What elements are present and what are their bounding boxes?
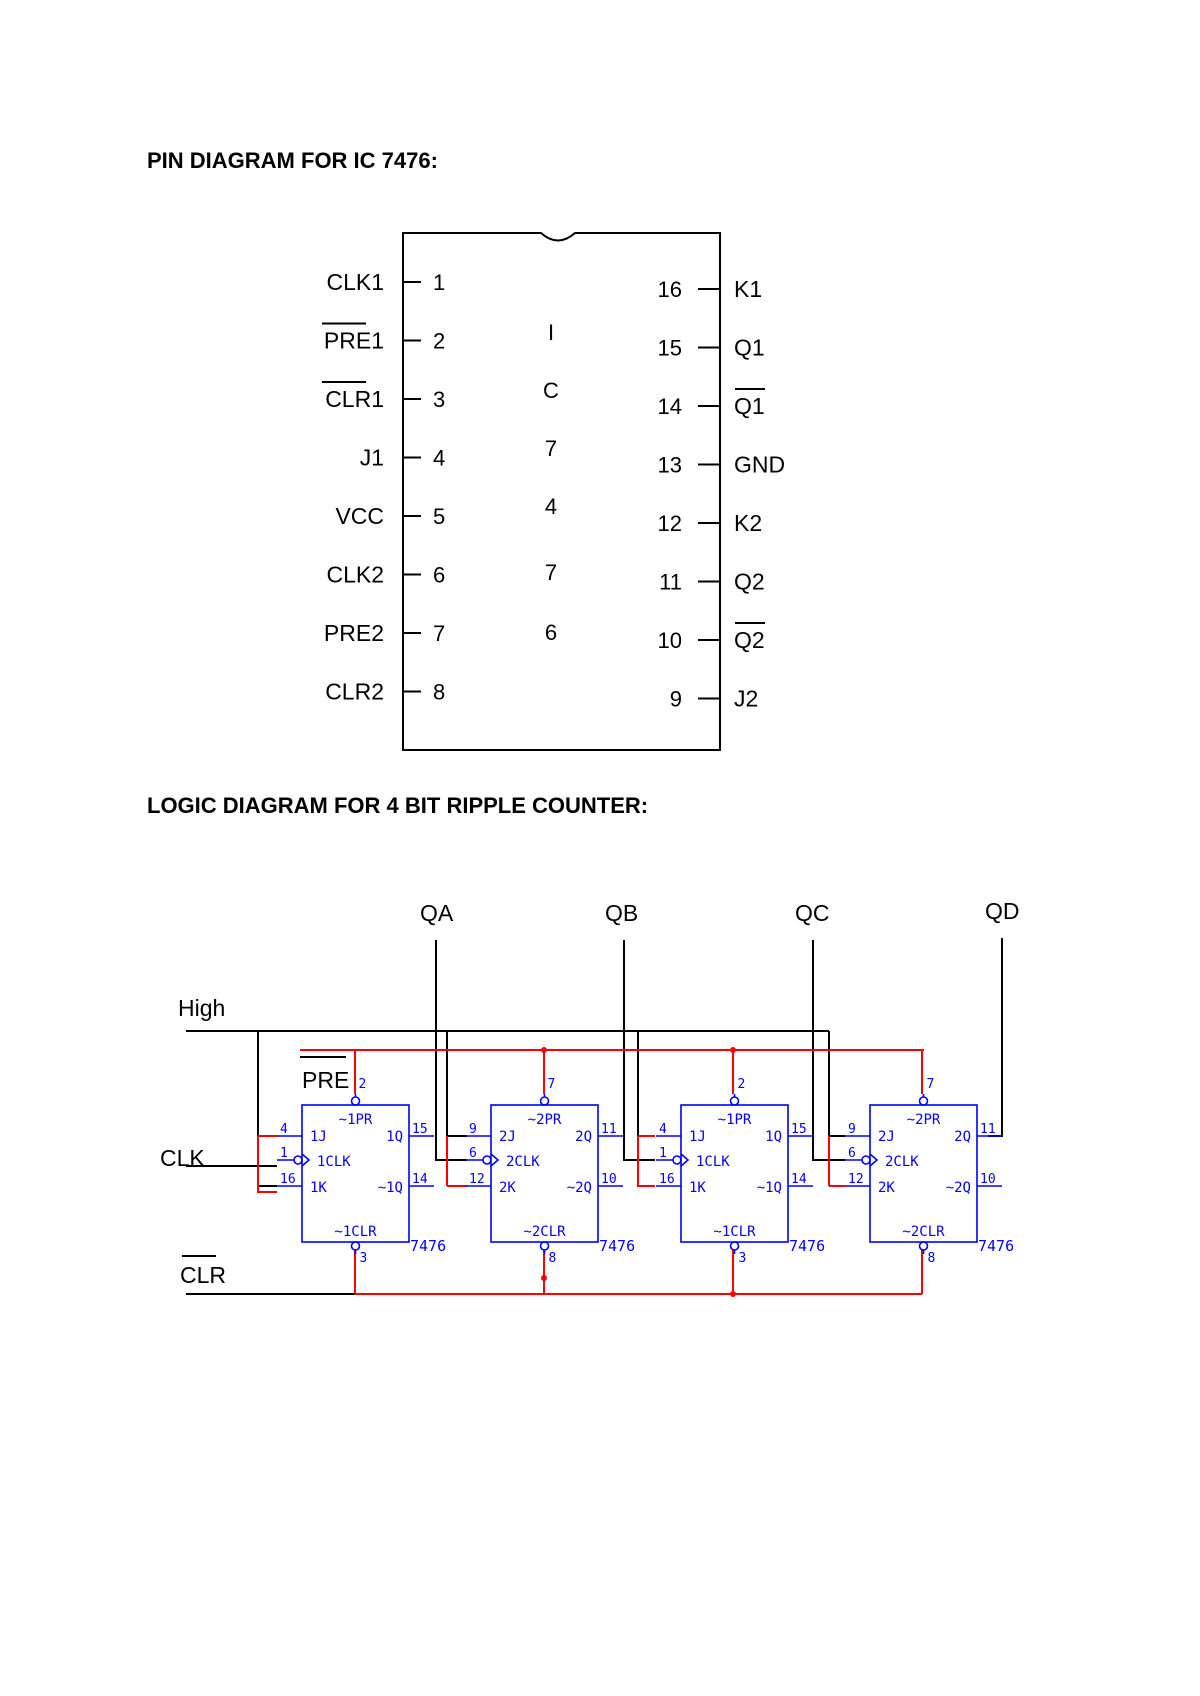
left-pin-name: CLK1 — [326, 269, 384, 295]
ff-label-q: 2Q — [954, 1129, 971, 1145]
clock-bubble — [862, 1156, 870, 1164]
pin-number-qn: 14 — [791, 1172, 807, 1187]
chip-label-char: 7 — [544, 560, 558, 585]
ff-label-qn: ~1Q — [377, 1180, 403, 1196]
clock-bubble — [294, 1156, 302, 1164]
output-label-qa: QA — [420, 900, 454, 926]
pin-number-pr: 7 — [926, 1077, 935, 1092]
clock-edge-icon — [491, 1154, 498, 1166]
jk-flipflop — [656, 1077, 825, 1266]
pre-bus — [300, 1047, 924, 1094]
ff-label-k: 2K — [878, 1180, 895, 1196]
ff-label-clr: ~2CLR — [523, 1224, 566, 1240]
pin-number-qn: 10 — [980, 1172, 996, 1187]
right-pin-name: GND — [734, 451, 786, 478]
clock-edge-icon — [681, 1154, 688, 1166]
preset-bubble — [731, 1097, 739, 1105]
left-pin-number: 5 — [433, 504, 446, 529]
right-pin-number: 16 — [657, 277, 682, 302]
pin-number-qn: 10 — [601, 1172, 617, 1187]
jk-flipflop — [845, 1077, 1014, 1266]
left-pin-number: 3 — [433, 387, 446, 412]
pin-number-q: 11 — [980, 1122, 996, 1137]
pin-number-pr: 7 — [547, 1077, 556, 1092]
ff-label-clk: 2CLK — [885, 1154, 919, 1170]
right-pin-name: K2 — [734, 510, 763, 536]
output-label-qb: QB — [605, 900, 639, 926]
left-pin-name: PRE1 — [323, 327, 384, 354]
clock-bubble — [483, 1156, 491, 1164]
pin-number-clr: 3 — [359, 1251, 368, 1266]
right-pin-number: 15 — [657, 335, 682, 361]
pin-number-q: 15 — [412, 1122, 428, 1137]
input-label-clr: CLR — [180, 1262, 227, 1288]
ff-label-k: 1K — [689, 1180, 706, 1196]
clear-bubble — [920, 1242, 928, 1250]
ff-label-q: 2Q — [575, 1129, 592, 1145]
right-pin-number: 10 — [657, 628, 682, 653]
ff-label-j: 1J — [310, 1129, 327, 1145]
pin-number-clr: 8 — [548, 1251, 557, 1266]
left-pin-name: CLR1 — [325, 386, 384, 412]
right-pin-name: Q2 — [734, 568, 765, 595]
pre-junction — [541, 1047, 547, 1053]
ff-label-clr: ~1CLR — [334, 1224, 377, 1240]
right-pin-name: Q2 — [734, 627, 765, 653]
output-label-qd: QD — [985, 898, 1020, 924]
pin-number-k: 12 — [848, 1172, 864, 1187]
input-label-clk: CLK — [160, 1145, 205, 1171]
jk-flipflop — [466, 1077, 635, 1266]
right-pin-number: 11 — [659, 569, 682, 595]
pin-number-q: 15 — [791, 1122, 807, 1137]
ff-label-clr: ~1CLR — [713, 1224, 756, 1240]
ff-label-j: 2J — [499, 1129, 516, 1145]
right-pin-number: 12 — [657, 511, 682, 536]
pin-number-j: 9 — [848, 1122, 856, 1137]
chip-label-char: 4 — [544, 494, 558, 519]
ff-label-pr: ~1PR — [338, 1112, 373, 1128]
ff-label-qn: ~1Q — [756, 1180, 782, 1196]
right-pin-name: Q1 — [734, 334, 765, 361]
left-pin-number: 6 — [433, 562, 446, 588]
ff-label-k: 1K — [310, 1180, 327, 1196]
right-pin-number: 9 — [669, 686, 682, 712]
left-pin-number: 4 — [433, 445, 446, 471]
pin-number-q: 11 — [601, 1122, 617, 1137]
left-pin-name: PRE2 — [323, 620, 384, 646]
preset-bubble — [352, 1097, 360, 1105]
left-pin-name: CLR2 — [325, 678, 384, 705]
pin-number-clr: 3 — [738, 1251, 747, 1266]
preset-bubble — [920, 1097, 928, 1105]
ff-label-k: 2K — [499, 1180, 516, 1196]
chip-label-char: C — [543, 378, 559, 403]
clear-bubble — [541, 1242, 549, 1250]
ff-label-q: 1Q — [765, 1129, 782, 1145]
pre-junction — [730, 1047, 736, 1053]
pin-number-pr: 2 — [737, 1077, 746, 1092]
right-pin-name: J2 — [734, 685, 759, 712]
clock-edge-icon — [870, 1154, 877, 1166]
ff-part-number: 7476 — [410, 1237, 447, 1255]
pin-number-j: 9 — [469, 1122, 477, 1137]
clr-junction — [730, 1291, 736, 1297]
ff-label-qn: ~2Q — [566, 1180, 592, 1196]
flipflop-group — [277, 1077, 1014, 1266]
left-pin-number: 2 — [433, 328, 446, 354]
clock-bubble — [673, 1156, 681, 1164]
left-pin-name: J1 — [359, 444, 384, 471]
preset-bubble — [541, 1097, 549, 1105]
left-pin-name: VCC — [335, 503, 384, 529]
left-pin-number: 1 — [433, 270, 446, 295]
pin-number-qn: 14 — [412, 1172, 428, 1187]
clear-bubble — [731, 1242, 739, 1250]
left-pin-number: 8 — [433, 679, 446, 705]
ff-part-number: 7476 — [599, 1237, 636, 1255]
logic-diagram-heading: LOGIC DIAGRAM FOR 4 BIT RIPPLE COUNTER: — [147, 793, 649, 818]
ff-part-number: 7476 — [789, 1237, 826, 1255]
output-label-qc: QC — [795, 900, 830, 926]
pin-number-k: 12 — [469, 1172, 485, 1187]
left-pin-name: CLK2 — [326, 561, 384, 588]
pin-number-j: 4 — [659, 1122, 667, 1137]
ff-label-pr: ~2PR — [906, 1112, 941, 1128]
right-pin-name: K1 — [734, 276, 763, 302]
chip-label-char: I — [547, 320, 555, 345]
clear-bubble — [352, 1242, 360, 1250]
ff-label-pr: ~1PR — [717, 1112, 752, 1128]
right-pin-number: 14 — [657, 394, 682, 419]
right-pin-number: 13 — [657, 452, 682, 478]
left-pin-number: 7 — [433, 621, 446, 646]
jk-flipflop — [277, 1077, 446, 1266]
pin-number-k: 16 — [280, 1172, 296, 1187]
clock-edge-icon — [302, 1154, 309, 1166]
ff-part-number: 7476 — [978, 1237, 1015, 1255]
pin-number-clk: 1 — [659, 1146, 667, 1161]
pin-number-clk: 6 — [469, 1146, 477, 1161]
pin-number-clk: 1 — [280, 1146, 288, 1161]
ff-label-clk: 2CLK — [506, 1154, 540, 1170]
pin-number-clr: 8 — [927, 1251, 936, 1266]
right-pin-name: Q1 — [734, 393, 765, 419]
pin-number-k: 16 — [659, 1172, 675, 1187]
pin-number-j: 4 — [280, 1122, 288, 1137]
pin-diagram-heading: PIN DIAGRAM FOR IC 7476: — [147, 148, 438, 173]
ff-label-clk: 1CLK — [317, 1154, 351, 1170]
pin-number-clk: 6 — [848, 1146, 856, 1161]
ff-label-j: 1J — [689, 1129, 706, 1145]
input-label-pre: PRE — [302, 1067, 350, 1093]
ff-label-j: 2J — [878, 1129, 895, 1145]
ff-label-q: 1Q — [386, 1129, 403, 1145]
chip-label-char: 7 — [544, 436, 558, 461]
clr-junction — [541, 1275, 547, 1281]
ff-label-qn: ~2Q — [945, 1180, 971, 1196]
chip-label-char: 6 — [544, 620, 558, 645]
ff-label-clk: 1CLK — [696, 1154, 730, 1170]
ff-label-clr: ~2CLR — [902, 1224, 945, 1240]
input-label-high: High — [178, 995, 226, 1021]
ff-label-pr: ~2PR — [527, 1112, 562, 1128]
pin-number-pr: 2 — [358, 1077, 367, 1092]
